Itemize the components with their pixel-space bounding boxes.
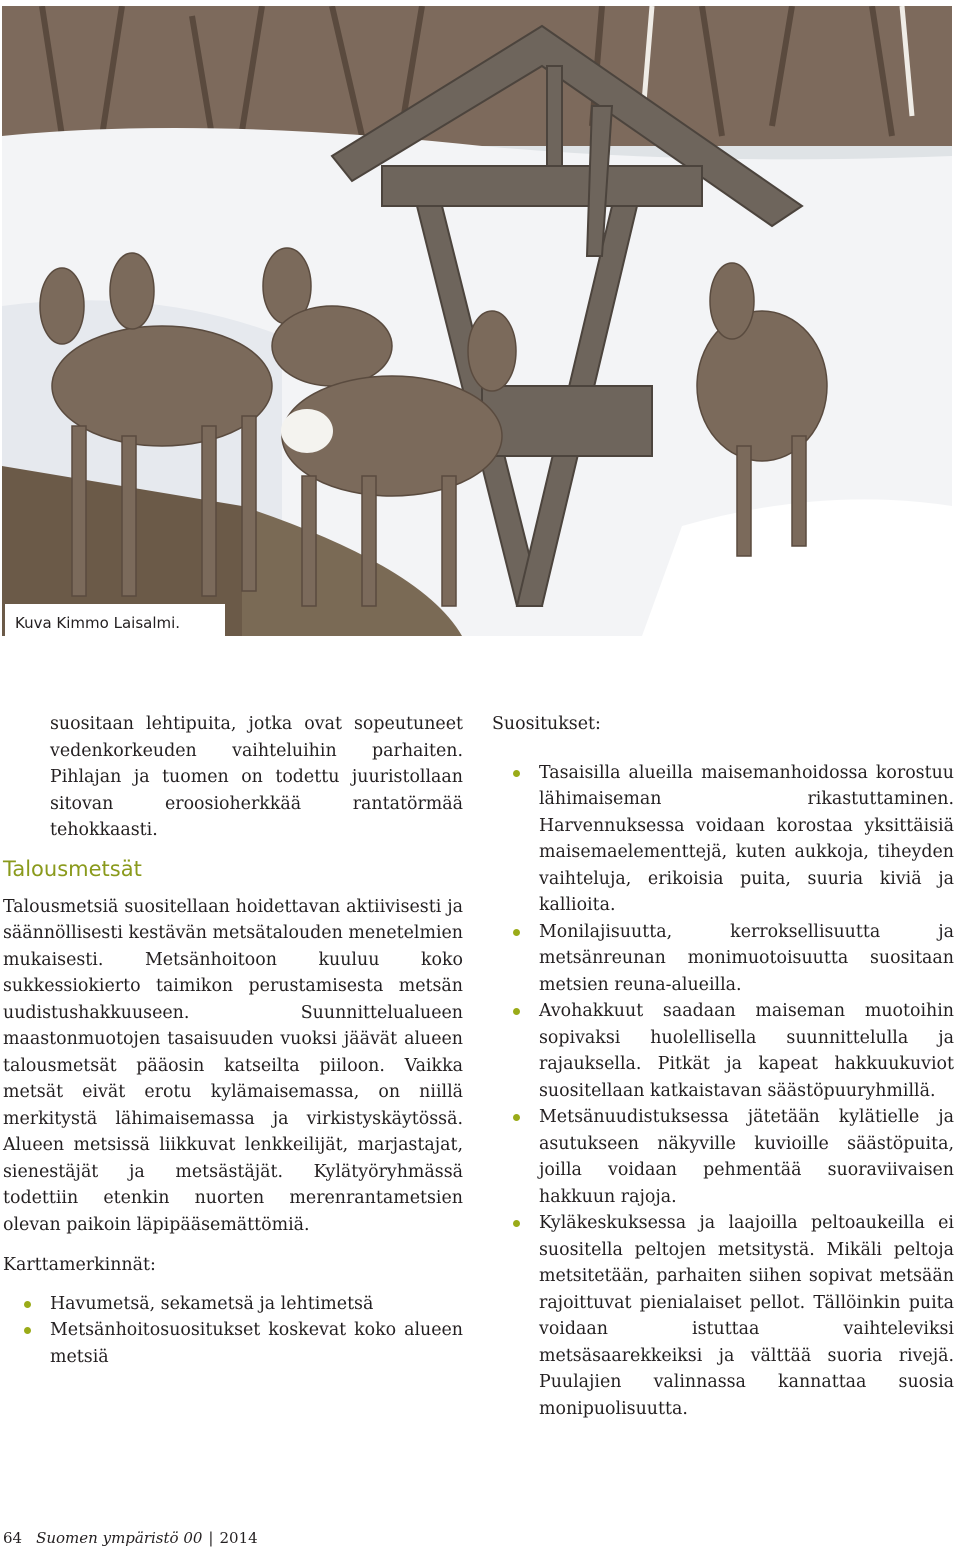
- bullet-icon: [24, 1301, 31, 1308]
- bullet-icon: [513, 1220, 520, 1227]
- publication-year: 2014: [219, 1529, 258, 1547]
- bullet-icon: [513, 929, 520, 936]
- deer-photo: [2, 6, 952, 636]
- list-item-text: Metsänhoitosuositukset koskevat koko alueen metsiä: [50, 1320, 463, 1367]
- publication-title: Suomen ympäristö 00: [36, 1529, 203, 1547]
- list-item: [492, 998, 954, 1104]
- recommendations-list: [492, 760, 954, 1423]
- left-column: [3, 711, 463, 1370]
- list-item: [3, 1291, 463, 1318]
- deer-feeder-illustration: [2, 6, 952, 636]
- bullet-icon: [513, 1114, 520, 1121]
- photo-credit: Kuva Kimmo Laisalmi.: [5, 604, 225, 636]
- footer-separator: |: [208, 1529, 214, 1547]
- bullet-icon: [513, 1008, 520, 1015]
- bullet-icon: [513, 770, 520, 777]
- intro-paragraph: suositaan lehtipuita, jotka ovat sopeutuneet vedenkorkeuden vaihteluihin parhaiten. Pihlajan ja tuomen on todettu juuristollaan sitovan eroosioherkkää rantatörmää tehokkaasti.: [50, 714, 463, 840]
- body-paragraph: Talousmetsiä suositellaan hoidettavan aktiivisesti ja säännöllisesti kestävän metsätalouden menetelmien mukaisesti. Metsänhoitoon kuuluu koko sukkessiokierto taimikon perustamisesta metsän uudistushakkuuseen. Suunnittelualueen maastonmuotojen tasaisuuden vuoksi jäävät alueen talousmetsät pääosin katseilta piiloon. Vaikka metsät eivät erotu kylämaisemassa, on niillä merkitystä lähimaisemassa ja virkistyskäytössä. Alueen metsissä liikkuvat lenkkeilijät, marjastajat, sienestäjät ja metsästäjät. Kylätyöryhmässä todettiin etenkin nuorten merenrantametsien olevan paikoin läpipääsemättömiä.: [3, 896, 463, 1235]
- page-footer: [3, 1524, 258, 1552]
- section-heading: Talousmetsät: [3, 856, 142, 881]
- list-item-text: Avohakkuut saadaan maiseman muotoihin sopivaksi huolellisella suunnittelulla ja rajauksella. Pitkät ja kapeat hakkuukuviot suositellaan katkaistavan säästöpuuryhmillä.: [539, 1001, 954, 1101]
- list-item: [3, 1317, 463, 1370]
- map-legend-label: Karttamerkinnät:: [3, 1255, 156, 1275]
- list-item: [492, 760, 954, 919]
- list-item-text: Tasaisilla alueilla maisemanhoidossa korostuu lähimaiseman rikastuttaminen. Harvennuksessa voidaan korostaa yksittäisiä maisemaelementtejä, kuten aukkoja, tiheyden vaihteluja, erikoisia puita, suuria kiviä ja kallioita.: [539, 762, 954, 915]
- list-item-text: Monilajisuutta, kerroksellisuutta ja metsänreunan monimuotoisuutta suositaan metsien reuna-alueilla.: [539, 921, 954, 995]
- list-item: [492, 1104, 954, 1210]
- list-item-text: Kyläkeskuksessa ja laajoilla peltoaukeilla ei suositella peltojen metsitystä. Mikäli peltoja metsitetään, parhaiten siihen sopivat metsään rajoittuvat pienialaiset pellot. Tällöinkin puita voidaan istuttaa vaihteleviksi metsäsaarekkeiksi ja välttää suoria rivejä. Puulajien valinnassa kannattaa suosia monipuolisuutta.: [539, 1213, 954, 1419]
- page-number: 64: [3, 1529, 23, 1547]
- list-item: [492, 919, 954, 999]
- map-legend-list: [3, 1291, 463, 1371]
- right-column: [492, 711, 954, 1422]
- list-item-text: Havumetsä, sekametsä ja lehtimetsä: [50, 1293, 374, 1314]
- bullet-icon: [24, 1327, 31, 1334]
- recommendations-label: Suositukset:: [492, 714, 601, 734]
- list-item: [492, 1210, 954, 1422]
- list-item-text: Metsänuudistuksessa jätetään kylätielle ja asutukseen näkyville kuvioille säästöpuita, joilla voidaan pehmentää suoraviivaisen hakkuun rajoja.: [539, 1107, 954, 1207]
